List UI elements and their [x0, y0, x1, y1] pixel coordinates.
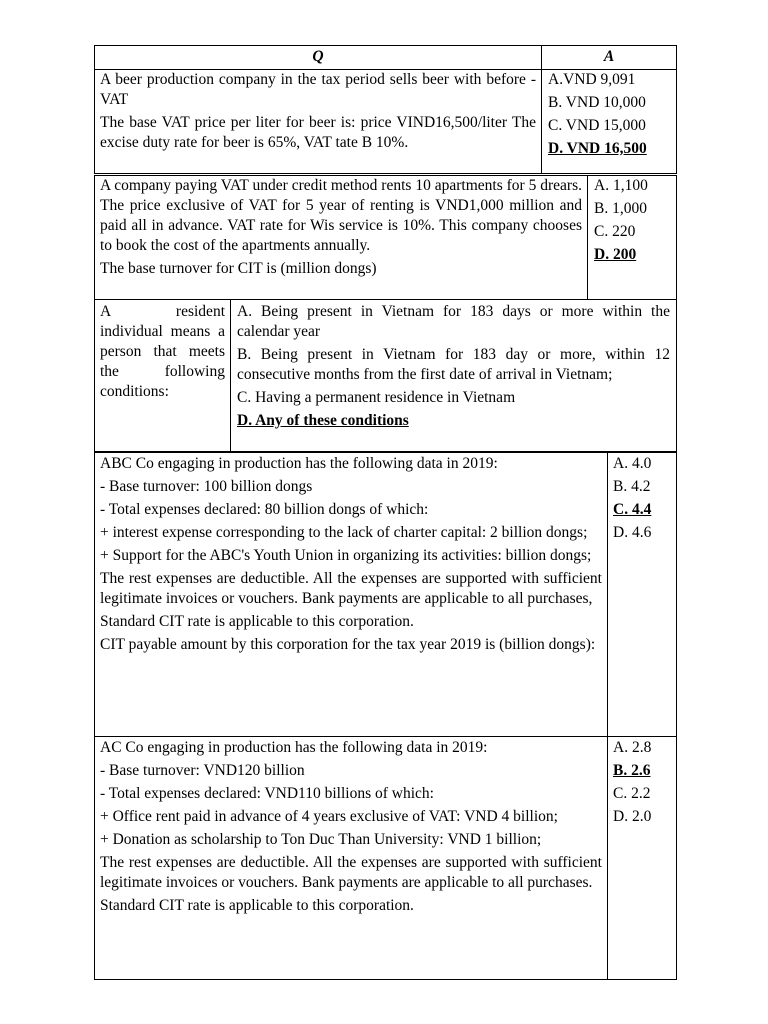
- q5-line: AC Co engaging in production has the following data in 2019:: [100, 739, 488, 756]
- q5-option-d: D. 2.0: [613, 808, 652, 825]
- q2-options: [594, 176, 676, 268]
- q1-question: [100, 70, 536, 153]
- q4-line: Standard CIT rate is applicable to this corporation.: [100, 613, 414, 630]
- q2-option-c: C. 220: [594, 223, 636, 240]
- q2-line: The base turnover for CIT is (million dongs): [100, 260, 377, 277]
- header-a: A: [603, 48, 615, 65]
- q2-option-d-correct: D. 200: [594, 246, 637, 263]
- q5-option-a: A. 2.8: [613, 739, 652, 756]
- q4-line: - Base turnover: 100 billion dongs: [100, 478, 313, 495]
- q4-option-d: D. 4.6: [613, 524, 652, 541]
- q5-line: + Donation as scholarship to Ton Duc Than University: VND 1 billion;: [100, 831, 542, 848]
- q3-option-a: A. Being present in Vietnam for 183 days or more within the calendar year: [237, 303, 670, 340]
- q4-options: [613, 454, 677, 546]
- q1-line: A beer production company in the tax period sells beer with before - VAT: [100, 71, 536, 108]
- q3-options: [237, 302, 670, 431]
- q5-line: - Total expenses declared: VND110 billions of which:: [100, 785, 434, 802]
- q4-line: + Support for the ABC's Youth Union in organizing its activities: billion dongs;: [100, 547, 592, 564]
- q5-line: Standard CIT rate is applicable to this corporation.: [100, 897, 414, 914]
- q4-line: + interest expense corresponding to the lack of charter capital: 2 billion dongs;: [100, 524, 588, 541]
- q4-question: [100, 454, 602, 655]
- q2-option-a: A. 1,100: [594, 177, 648, 194]
- q3-option-d-correct: D. Any of these conditions: [237, 412, 409, 429]
- q5-options: [613, 738, 677, 830]
- table-q1: [94, 45, 677, 174]
- q2-line: A company paying VAT under credit method rents 10 apartments for 5 drears. The price exclusive of VAT for 5 year of renting is VND1,000 million and paid all in advance. VAT rate for Wis service is 10%. This company chooses to book the cost of the apartments annually.: [100, 177, 582, 254]
- table-q3: [94, 299, 677, 452]
- q5-option-c: C. 2.2: [613, 785, 651, 802]
- q3-option-b: B. Being present in Vietnam for 183 day or more, within 12 consecutive months from the first date of arrival in Vietnam;: [237, 346, 670, 383]
- q4-line: CIT payable amount by this corporation for the tax year 2019 is (billion dongs):: [100, 636, 596, 653]
- q4-option-a: A. 4.0: [613, 455, 652, 472]
- table-q2: [94, 175, 677, 300]
- header-q: Q: [312, 48, 324, 65]
- q5-line: + Office rent paid in advance of 4 years exclusive of VAT: VND 4 billion;: [100, 808, 558, 825]
- q1-options: [548, 70, 676, 162]
- q5-question: [100, 738, 602, 916]
- q4-option-b: B. 4.2: [613, 478, 651, 495]
- q4-line: ABC Co engaging in production has the following data in 2019:: [100, 455, 498, 472]
- table-q5: [94, 736, 677, 980]
- q1-option-a: A.VND 9,091: [548, 71, 636, 88]
- q1-line: The base VAT price per liter for beer is: price VIND16,500/liter The excise duty rate for beer is 65%, VAT tate B 10%.: [100, 114, 536, 151]
- q1-option-b: B. VND 10,000: [548, 94, 646, 111]
- table-q4: [94, 452, 677, 737]
- q5-line: - Base turnover: VND120 billion: [100, 762, 305, 779]
- q2-question: [100, 176, 582, 279]
- q4-option-c-correct: C. 4.4: [613, 501, 652, 518]
- q4-line: The rest expenses are deductible. All the expenses are supported with sufficient legitimate invoices or vouchers. Bank payments are applicable to all purchases,: [100, 570, 602, 607]
- q1-option-d-correct: D. VND 16,500: [548, 140, 647, 157]
- q3-question: A resident individual means a person that meets the following conditions:: [100, 303, 225, 400]
- q1-option-c: C. VND 15,000: [548, 117, 646, 134]
- q3-option-c: C. Having a permanent residence in Vietnam: [237, 389, 516, 406]
- q5-option-b-correct: B. 2.6: [613, 762, 651, 779]
- q2-option-b: B. 1,000: [594, 200, 647, 217]
- q4-line: - Total expenses declared: 80 billion dongs of which:: [100, 501, 429, 518]
- q5-line: The rest expenses are deductible. All the expenses are supported with sufficient legitimate invoices or vouchers. Bank payments are applicable to all purchases.: [100, 854, 602, 891]
